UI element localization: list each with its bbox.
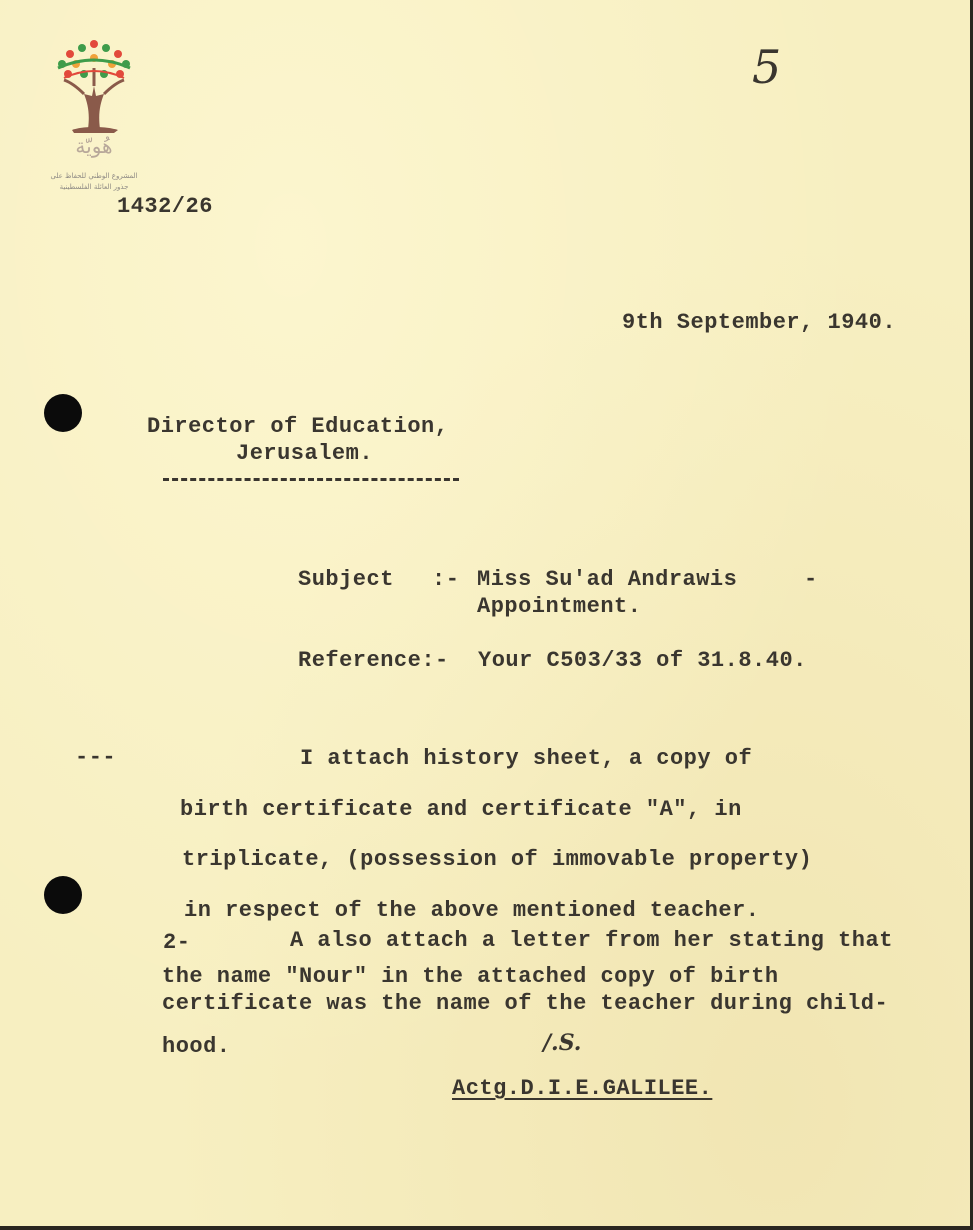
body-p2-number: 2- (163, 930, 191, 955)
subject-dash: - (804, 567, 818, 592)
logo (44, 34, 144, 199)
addressee-line1: Director of Education, (147, 414, 449, 439)
margin-mark: --- (75, 745, 117, 770)
subject-label: Subject (298, 567, 394, 592)
file-reference: 1432/26 (117, 194, 213, 219)
body-p1-line3: triplicate, (possession of immovable property) (182, 847, 813, 872)
body-p1-line1: I attach history sheet, a copy of (300, 746, 753, 771)
punch-hole-bottom (44, 876, 82, 914)
page-number: 5 (752, 40, 782, 94)
body-p1-line4: in respect of the above mentioned teacher. (184, 898, 760, 923)
initials: /.S. (543, 1030, 582, 1056)
letter-date: 9th September, 1940. (622, 310, 897, 335)
body-p2-line2: the name "Nour" in the attached copy of birth (162, 964, 779, 989)
tree-of-people-icon (44, 34, 144, 144)
body-p1-line2: birth certificate and certificate "A", in (180, 797, 742, 822)
subject-text-line2: Appointment. (477, 594, 642, 619)
body-p2-line1: A also attach a letter from her stating that (290, 928, 893, 953)
subject-text-line1: Miss Su'ad Andrawis (477, 567, 738, 592)
addressee-line2: Jerusalem. (236, 441, 374, 466)
subject-separator: :- (432, 567, 460, 592)
reference-label: Reference:- (298, 648, 449, 673)
logo-word: هُويّة (75, 134, 113, 158)
logo-caption-line2: جذور العائلة الفلسطينية (59, 183, 129, 191)
body-p2-line4: hood. (162, 1034, 231, 1059)
body-p2-line3: certificate was the name of the teacher during child- (162, 991, 889, 1016)
reference-text: Your C503/33 of 31.8.40. (478, 648, 807, 673)
logo-caption-line1: المشروع الوطني للحفاظ على (50, 172, 138, 180)
punch-hole-top (44, 394, 82, 432)
addressee-rule (163, 478, 459, 481)
signature-block: Actg.D.I.E.GALILEE. (452, 1076, 713, 1101)
